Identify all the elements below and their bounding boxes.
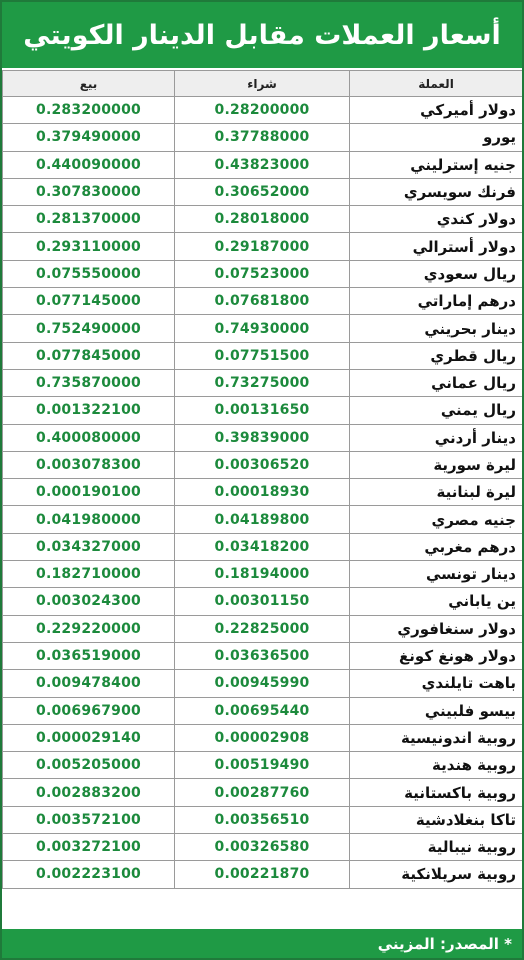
buy-value: 0.22825000 [175,615,350,642]
buy-value: 0.00306520 [175,451,350,478]
sell-value: 0.001322100 [3,397,175,424]
sell-value: 0.077145000 [3,288,175,315]
table-row [3,178,523,205]
table-row [3,369,523,396]
buy-value: 0.73275000 [175,369,350,396]
table-row [3,779,523,806]
buy-value: 0.28018000 [175,206,350,233]
currency-name: روبية باكستانية [350,779,523,806]
sell-value: 0.006967900 [3,697,175,724]
sell-value: 0.735870000 [3,369,175,396]
table-row [3,342,523,369]
table-row [3,615,523,642]
currency-name: روبية هندية [350,752,523,779]
currency-name: دولار هونغ كونغ [350,642,523,669]
buy-value: 0.74930000 [175,315,350,342]
buy-value: 0.43823000 [175,151,350,178]
table-row [3,151,523,178]
table-row [3,233,523,260]
sell-value: 0.034327000 [3,533,175,560]
buy-value: 0.30652000 [175,178,350,205]
buy-value: 0.00018930 [175,479,350,506]
buy-value: 0.00695440 [175,697,350,724]
table-row [3,588,523,615]
table-body [3,97,523,889]
currency-name: تاكا بنغلادشية [350,806,523,833]
table-row [3,124,523,151]
sell-value: 0.036519000 [3,642,175,669]
buy-value: 0.28200000 [175,97,350,124]
table-row [3,561,523,588]
table-row [3,451,523,478]
currency-name: جنيه مصري [350,506,523,533]
currency-name: ين ياباني [350,588,523,615]
currency-name: بيسو فلبيني [350,697,523,724]
sell-value: 0.000190100 [3,479,175,506]
sell-value: 0.003024300 [3,588,175,615]
exchange-rates-table [2,70,523,889]
currency-name: دينار تونسي [350,561,523,588]
sell-value: 0.283200000 [3,97,175,124]
table-row [3,506,523,533]
table-row [3,288,523,315]
table-row [3,397,523,424]
buy-value: 0.39839000 [175,424,350,451]
buy-value: 0.00002908 [175,724,350,751]
currency-name: دينار أردني [350,424,523,451]
buy-value: 0.00326580 [175,834,350,861]
buy-value: 0.00221870 [175,861,350,888]
table-row [3,97,523,124]
sell-value: 0.307830000 [3,178,175,205]
currency-name: جنيه إسترليني [350,151,523,178]
currency-name: روبية نيبالية [350,834,523,861]
sell-value: 0.182710000 [3,561,175,588]
currency-name: ريال يمني [350,397,523,424]
buy-value: 0.03636500 [175,642,350,669]
table-row [3,479,523,506]
currency-name: دولار سنغافوري [350,615,523,642]
currency-name: ريال قطري [350,342,523,369]
table-row [3,533,523,560]
table-row [3,315,523,342]
buy-value: 0.07751500 [175,342,350,369]
table-row [3,697,523,724]
currency-name: باهت تايلندي [350,670,523,697]
sell-value: 0.293110000 [3,233,175,260]
currency-name: دولار أسترالي [350,233,523,260]
table-row [3,424,523,451]
column-header-currency: العملة [350,71,523,97]
buy-value: 0.37788000 [175,124,350,151]
table-row [3,834,523,861]
sell-value: 0.400080000 [3,424,175,451]
sell-value: 0.003078300 [3,451,175,478]
buy-value: 0.00356510 [175,806,350,833]
column-header-buy: شراء [175,71,350,97]
table-header-row [3,71,523,97]
sell-value: 0.379490000 [3,124,175,151]
sell-value: 0.752490000 [3,315,175,342]
sell-value: 0.003572100 [3,806,175,833]
sell-value: 0.005205000 [3,752,175,779]
currency-name: ليرة سورية [350,451,523,478]
sell-value: 0.281370000 [3,206,175,233]
sell-value: 0.077845000 [3,342,175,369]
buy-value: 0.07523000 [175,260,350,287]
currency-name: دولار كندي [350,206,523,233]
currency-name: روبية اندونيسية [350,724,523,751]
buy-value: 0.29187000 [175,233,350,260]
currency-name: دينار بحريني [350,315,523,342]
table-row [3,260,523,287]
footer-bar [2,929,522,958]
column-header-sell: بيع [3,71,175,97]
currency-name: ريال سعودي [350,260,523,287]
sell-value: 0.440090000 [3,151,175,178]
currency-name: يورو [350,124,523,151]
currency-name: فرنك سويسري [350,178,523,205]
table-row [3,642,523,669]
sell-value: 0.003272100 [3,834,175,861]
table-row [3,206,523,233]
sell-value: 0.002223100 [3,861,175,888]
buy-value: 0.03418200 [175,533,350,560]
table-row [3,670,523,697]
sell-value: 0.229220000 [3,615,175,642]
currency-name: دولار أميركي [350,97,523,124]
table-row [3,724,523,751]
currency-name: درهم مغربي [350,533,523,560]
buy-value: 0.04189800 [175,506,350,533]
sell-value: 0.002883200 [3,779,175,806]
buy-value: 0.07681800 [175,288,350,315]
sell-value: 0.000029140 [3,724,175,751]
buy-value: 0.00301150 [175,588,350,615]
buy-value: 0.18194000 [175,561,350,588]
buy-value: 0.00519490 [175,752,350,779]
sell-value: 0.009478400 [3,670,175,697]
page-title: أسعار العملات مقابل الدينار الكويتي [23,19,501,51]
buy-value: 0.00945990 [175,670,350,697]
buy-value: 0.00131650 [175,397,350,424]
currency-name: ليرة لبنانية [350,479,523,506]
sell-value: 0.041980000 [3,506,175,533]
table-row [3,806,523,833]
source-note: * المصدر: المزيني [377,934,512,953]
title-bar [2,2,522,70]
currency-name: ريال عماني [350,369,523,396]
buy-value: 0.00287760 [175,779,350,806]
table-row [3,861,523,888]
currency-name: درهم إماراتي [350,288,523,315]
sell-value: 0.075550000 [3,260,175,287]
table-row [3,752,523,779]
currency-name: روبية سريلانكية [350,861,523,888]
